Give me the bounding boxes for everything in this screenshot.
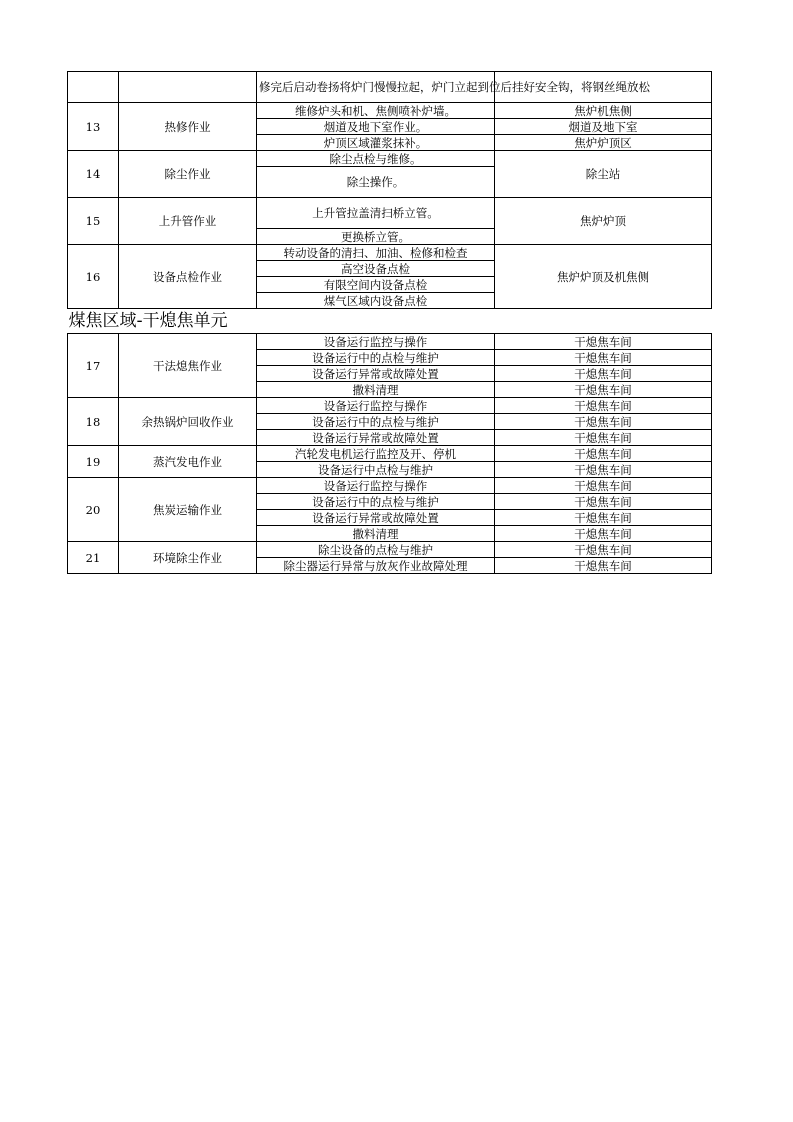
work-name	[119, 72, 257, 103]
location-cell: 干熄焦车间	[495, 414, 712, 430]
location-cell: 烟道及地下室	[495, 119, 712, 135]
task-cell: 撒料清理	[257, 382, 495, 398]
location-cell: 干熄焦车间	[495, 542, 712, 558]
task-cell: 设备运行异常或故障处置	[257, 366, 495, 382]
location-cell: 干熄焦车间	[495, 478, 712, 494]
task-cell: 设备运行中的点检与维护	[257, 350, 495, 366]
row-number: 16	[68, 245, 119, 309]
row-number: 17	[68, 334, 119, 398]
location-cell: 干熄焦车间	[495, 462, 712, 478]
task-cell: 维修炉头和机、焦侧喷补炉墙。	[257, 103, 495, 119]
task-cell: 设备运行中的点检与维护	[257, 414, 495, 430]
task-cell: 设备运行异常或故障处置	[257, 430, 495, 446]
location-cell: 焦炉炉顶	[495, 198, 712, 245]
location-cell: 焦炉炉顶及机焦侧	[495, 245, 712, 309]
task-cell: 汽轮发电机运行监控及开、停机	[257, 446, 495, 462]
section-row	[68, 309, 712, 334]
work-name: 环境除尘作业	[119, 542, 257, 574]
table-row	[68, 151, 712, 167]
task-cell: 设备运行监控与操作	[257, 398, 495, 414]
location-cell: 干熄焦车间	[495, 350, 712, 366]
location-cell: 干熄焦车间	[495, 510, 712, 526]
task-cell: 更换桥立管。	[257, 229, 495, 245]
work-name: 余热锅炉回收作业	[119, 398, 257, 446]
row-number: 18	[68, 398, 119, 446]
work-name: 热修作业	[119, 103, 257, 151]
row-number	[68, 72, 119, 103]
table-row	[68, 72, 712, 103]
work-name: 上升管作业	[119, 198, 257, 245]
task-cell: 除尘设备的点检与维护	[257, 542, 495, 558]
work-name: 蒸汽发电作业	[119, 446, 257, 478]
task-cell: 煤气区域内设备点检	[257, 293, 495, 309]
task-cell: 设备运行中点检与维护	[257, 462, 495, 478]
section-title: 煤焦区域-干熄焦单元	[68, 309, 712, 334]
location-cell: 除尘站	[495, 151, 712, 198]
table-row	[68, 198, 712, 229]
row-number: 19	[68, 446, 119, 478]
task-cell: 设备运行监控与操作	[257, 334, 495, 350]
location-cell: 干熄焦车间	[495, 494, 712, 510]
location-cell: 干熄焦车间	[495, 382, 712, 398]
work-name: 焦炭运输作业	[119, 478, 257, 542]
task-cell: 炉顶区域灌浆抹补。	[257, 135, 495, 151]
location-cell: 干熄焦车间	[495, 558, 712, 574]
task-cell: 撒料清理	[257, 526, 495, 542]
row-number: 13	[68, 103, 119, 151]
table-row	[68, 478, 712, 494]
task-cell: 设备运行中的点检与维护	[257, 494, 495, 510]
location-cell: 干熄焦车间	[495, 398, 712, 414]
work-name: 除尘作业	[119, 151, 257, 198]
task-cell: 除尘点检与维修。	[257, 151, 495, 167]
task-cell: 有限空间内设备点检	[257, 277, 495, 293]
task-cell: 高空设备点检	[257, 261, 495, 277]
task-cell: 修完后启动卷扬将炉门慢慢拉起，炉门立起到位后挂好安全钩，将钢丝绳放松	[257, 72, 495, 103]
table-row	[68, 245, 712, 261]
location-cell: 干熄焦车间	[495, 430, 712, 446]
location-cell: 焦炉机焦侧	[495, 103, 712, 119]
location-cell: 干熄焦车间	[495, 334, 712, 350]
task-cell: 除尘器运行异常与放灰作业故障处理	[257, 558, 495, 574]
row-number: 15	[68, 198, 119, 245]
row-number: 20	[68, 478, 119, 542]
row-number: 14	[68, 151, 119, 198]
work-table	[67, 71, 712, 574]
location-cell: 干熄焦车间	[495, 366, 712, 382]
task-cell: 设备运行异常或故障处置	[257, 510, 495, 526]
table-row	[68, 103, 712, 119]
location-cell: 焦炉炉顶区	[495, 135, 712, 151]
work-name: 设备点检作业	[119, 245, 257, 309]
work-name: 干法熄焦作业	[119, 334, 257, 398]
task-cell: 设备运行监控与操作	[257, 478, 495, 494]
task-cell: 转动设备的清扫、加油、检修和检查	[257, 245, 495, 261]
location-cell: 干熄焦车间	[495, 526, 712, 542]
table-row	[68, 542, 712, 558]
task-cell: 上升管拉盖清扫桥立管。	[257, 198, 495, 229]
location-cell: 干熄焦车间	[495, 446, 712, 462]
table-row	[68, 334, 712, 350]
row-number: 21	[68, 542, 119, 574]
task-cell: 除尘操作。	[257, 167, 495, 198]
table-row	[68, 398, 712, 414]
task-cell: 烟道及地下室作业。	[257, 119, 495, 135]
table-row	[68, 446, 712, 462]
